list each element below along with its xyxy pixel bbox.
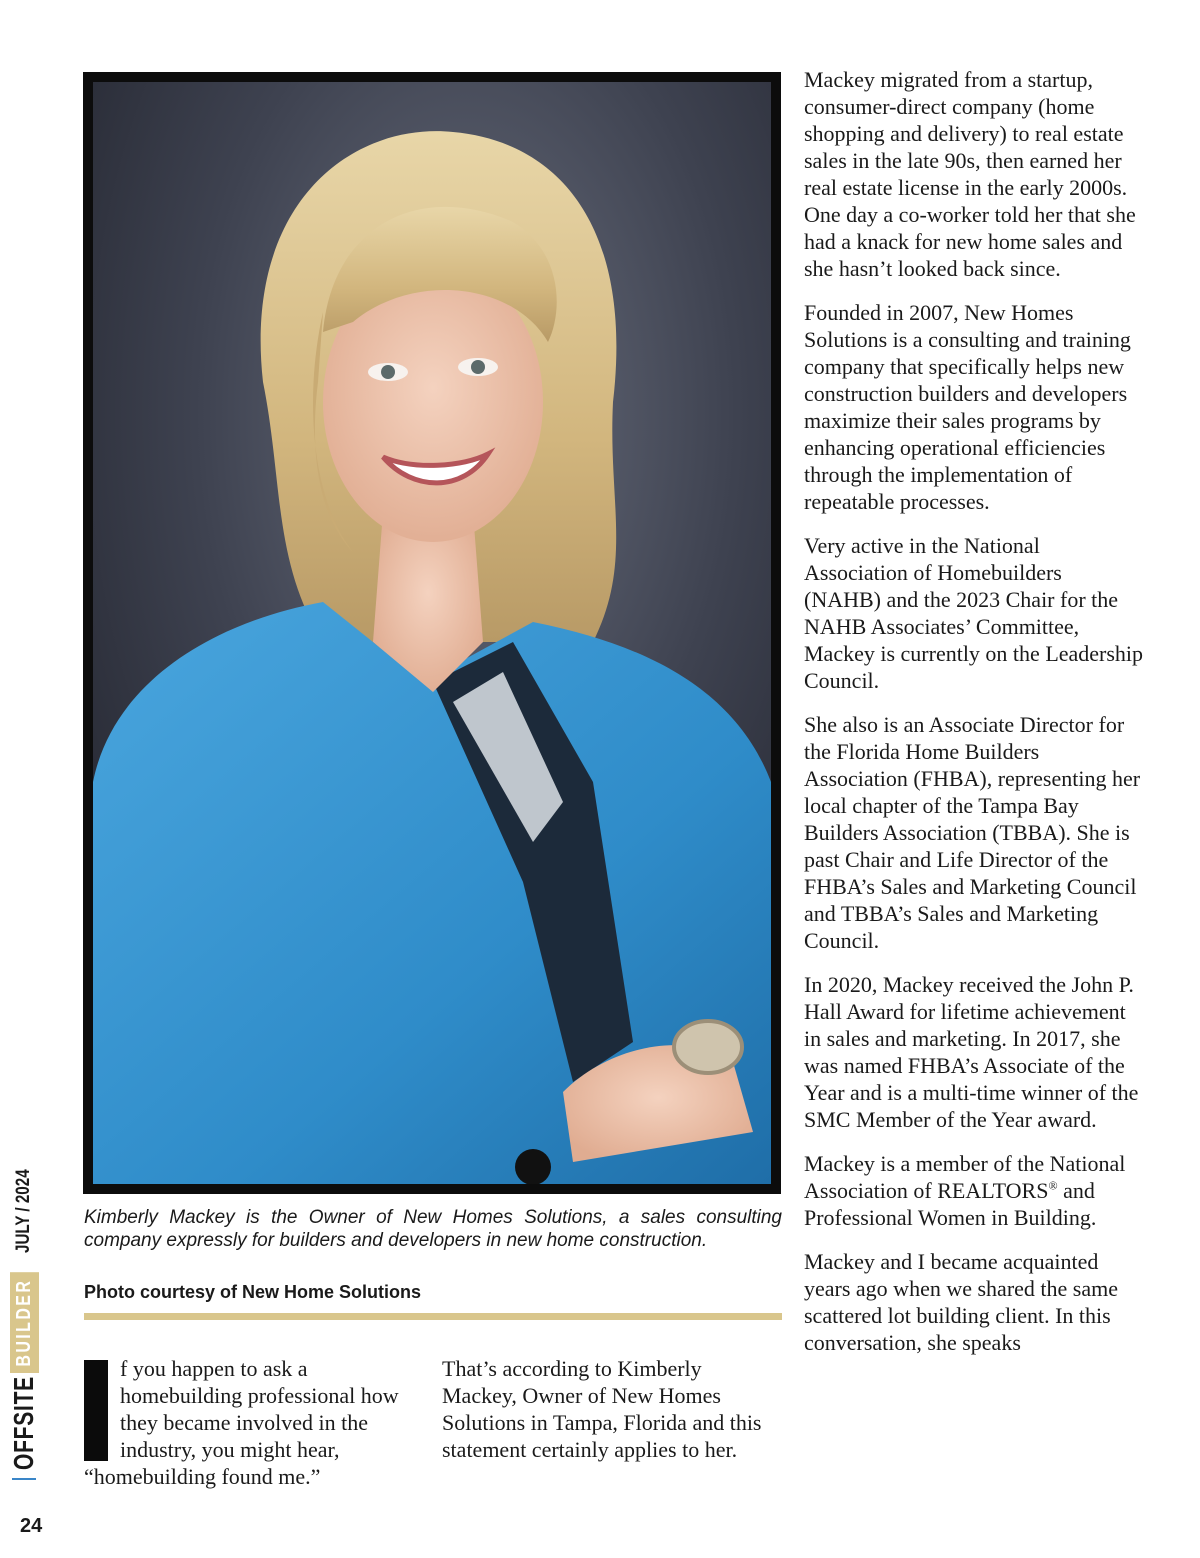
article-column-left [84,1355,424,1490]
gold-divider [84,1313,782,1320]
drop-cap-block [84,1360,108,1461]
photo-frame [83,72,781,1194]
folio-accent-bar [12,1478,36,1480]
intro-paragraph-continued: That’s according to Kimberly Mackey, Owner of New Homes Solutions in Tampa, Florida and this statement certainly applies to her. [442,1356,762,1462]
paragraph-awards: In 2020, Mackey received the John P. Hall Award for lifetime achievement in sales and marketing. In 2017, she was named FHBA’s Associate of the Year and is a multi-time winner of the SMC Member of the Year award. [804,972,1139,1132]
paragraph-company: Founded in 2007, New Homes Solutions is a consulting and training company that specifically helps new construction builders and developers maximize their sales programs by enhancing operational efficiencies through the implementation of repeatable processes. [804,300,1131,514]
paragraph-fhba: She also is an Associate Director for the Florida Home Builders Association (FHBA), representing her local chapter of the Tampa Bay Builders Association (TBBA). She is past Chair and Life Director of the FHBA’s Sales and Marketing Council and TBBA’s Sales and Marketing Council. [804,712,1141,953]
portrait-illustration [93,82,771,1184]
page-number: 24 [20,1515,43,1537]
magazine-folio [4,1000,44,1480]
issue-date: JULY / 2024 [13,1169,34,1253]
article-column-right [804,66,1144,1373]
paragraph-realtors: Mackey is a member of the National Association of REALTORS® and Professional Women in Building. [804,1151,1126,1230]
photo-caption: Kimberly Mackey is the Owner of New Homes Solutions, a sales consulting company expressly for builders and developers in new home construction. [84,1207,782,1251]
portrait-photo [93,82,771,1184]
paragraph-acquainted: Mackey and I became acquainted years ago when we shared the same scattered lot building client. In this conversation, she speaks [804,1249,1118,1355]
magazine-name-offsite: OFFSITE [8,1376,39,1470]
intro-paragraph: f you happen to ask a homebuilding professional how they became involved in the industry, you might hear, “homebuilding found me.” [84,1356,399,1489]
photo-credit: Photo courtesy of New Home Solutions [84,1282,422,1302]
paragraph-career: Mackey migrated from a startup, consumer-direct company (home shopping and delivery) to real estate sales in the late 90s, then earned her real estate license in the early 2000s. One day a co-worker told her that she had a knack for new home sales and she hasn’t looked back since. [804,67,1136,281]
paragraph-nahb: Very active in the National Association of Homebuilders (NAHB) and the 2023 Chair for the NAHB Associates’ Committee, Mackey is currently on the Leadership Council. [804,533,1144,693]
wristwatch [674,1021,742,1073]
article-column-middle [442,1355,772,1463]
magazine-name-builder: BUILDER [10,1272,39,1373]
registered-mark: ® [1048,1178,1058,1193]
